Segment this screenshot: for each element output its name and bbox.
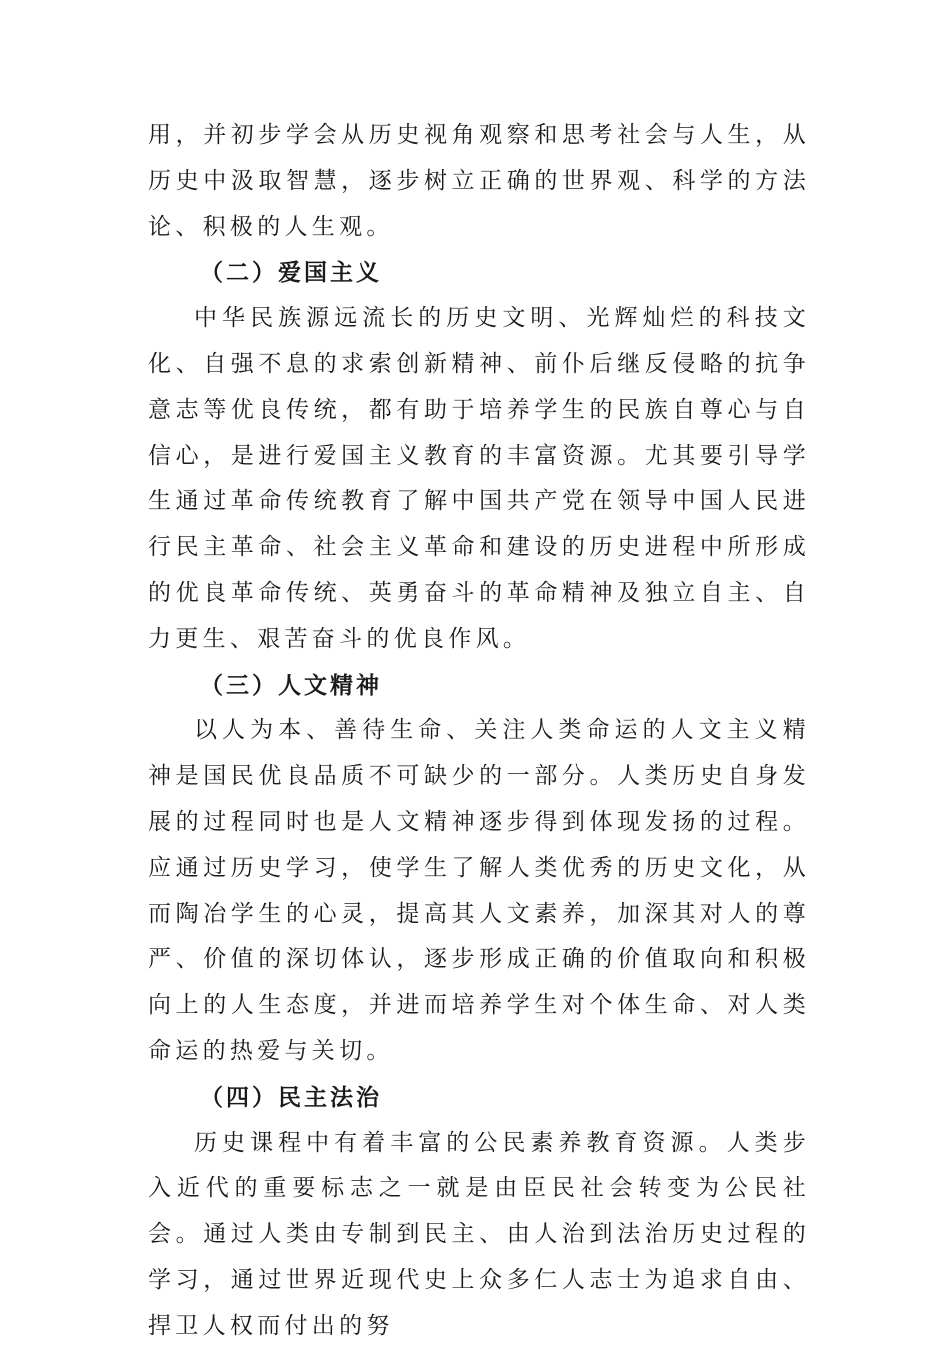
section-heading-patriotism: （二）爱国主义 bbox=[200, 259, 382, 287]
section-heading-humanism: （三）人文精神 bbox=[200, 671, 382, 699]
paragraph-patriotism: 中华民族源远流长的历史文明、光辉灿烂的科技文化、自强不息的求索创新精神、前仆后继反侵略的抗争意志等优良传统，都有助于培养学生的民族自尊心与自信心，是进行爱国主义教育的丰富资源。尤其要引导学生通过革命传统教育了解中国共产党在领导中国人民进行民主革命、社会主义革命和建设的历史进程中所形成的优良革命传统、英勇奋斗的革命精神及独立自主、自力更生、艰苦奋斗的优良作风。 bbox=[148, 305, 810, 652]
paragraph-democracy-rule-of-law: 历史课程中有着丰富的公民素养教育资源。人类步入近代的重要标志之一就是由臣民社会转变为公民社会。通过人类由专制到民主、由人治到法治历史过程的学习，通过世界近现代史上众多仁人志士为追求自由、捍卫人权而付出的努 bbox=[148, 1129, 810, 1339]
section-heading-democracy-rule-of-law: （四）民主法治 bbox=[200, 1083, 382, 1111]
paragraph-humanism: 以人为本、善待生命、关注人类命运的人文主义精神是国民优良品质不可缺少的一部分。人类历史自身发展的过程同时也是人文精神逐步得到体现发扬的过程。应通过历史学习，使学生了解人类优秀的历史文化，从而陶冶学生的心灵，提高其人文素养，加深其对人的尊严、价值的深切体认，逐步形成正确的价值取向和积极向上的人生态度，并进而培养学生对个体生命、对人类命运的热爱与关切。 bbox=[148, 717, 810, 1064]
document-body bbox=[148, 113, 810, 1350]
paragraph-continuation: 用，并初步学会从历史视角观察和思考社会与人生，从历史中汲取智慧，逐步树立正确的世界观、科学的方法论、积极的人生观。 bbox=[148, 122, 810, 240]
